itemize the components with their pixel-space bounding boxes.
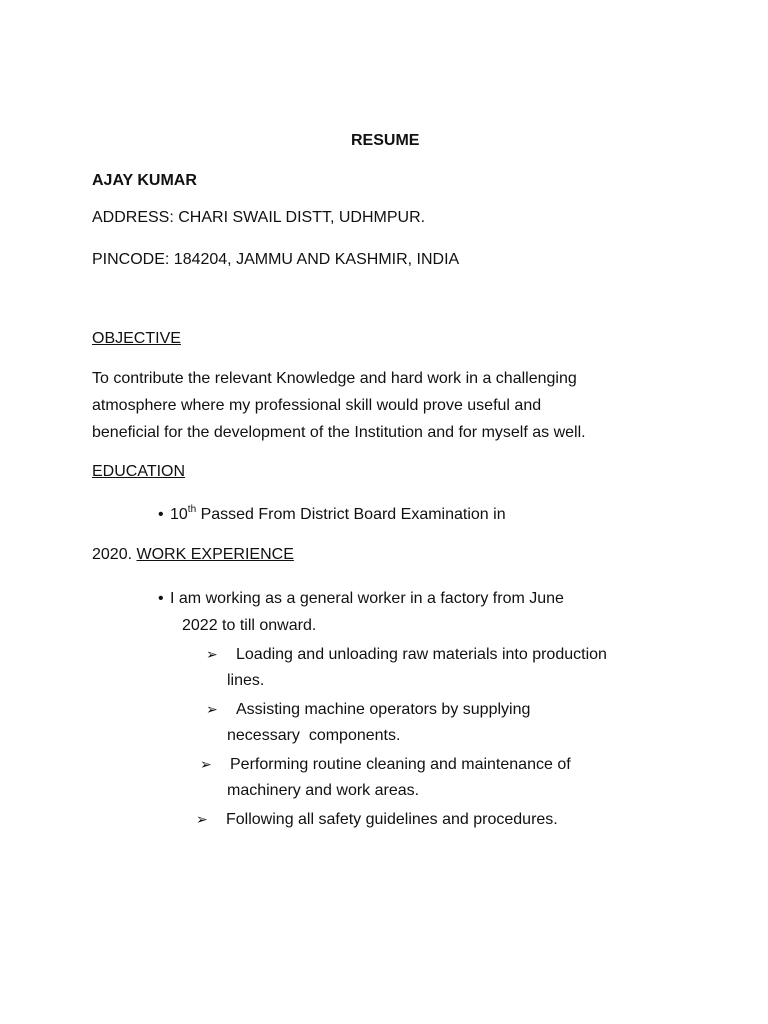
pincode-line: PINCODE: 184204, JAMMU AND KASHMIR, INDIA (92, 251, 460, 268)
education-item-superscript: th (187, 504, 197, 515)
task-item (200, 754, 571, 775)
task-line: lines. (227, 672, 265, 689)
arrow-bullet-icon: ➢ (206, 701, 218, 717)
task-line: necessary components. (227, 727, 401, 744)
education-continuation: 2020. (92, 546, 133, 563)
work-intro-line: 2022 to till onward. (182, 617, 317, 634)
task-item (206, 699, 530, 720)
task-item (196, 809, 558, 830)
education-item (158, 505, 506, 525)
bullet-icon: • (158, 506, 164, 523)
education-item-text: Passed From District Board Examination in (196, 506, 506, 523)
work-intro (158, 589, 564, 609)
arrow-bullet-icon: ➢ (196, 811, 208, 827)
address-line: ADDRESS: CHARI SWAIL DISTT, UDHMPUR. (92, 209, 426, 226)
task-line: Performing routine cleaning and maintenance of (230, 756, 571, 773)
bullet-icon: • (158, 590, 164, 607)
education-heading: EDUCATION (92, 463, 186, 480)
task-item (206, 644, 607, 665)
objective-line: beneficial for the development of the Institution and for myself as well. (92, 424, 586, 441)
resume-title: RESUME (351, 132, 420, 149)
objective-heading: OBJECTIVE (92, 330, 181, 347)
arrow-bullet-icon: ➢ (206, 646, 218, 662)
arrow-bullet-icon: ➢ (200, 756, 212, 772)
task-line: Following all safety guidelines and procedures. (226, 811, 558, 828)
applicant-name: AJAY KUMAR (92, 172, 197, 189)
education-continuation-row (92, 545, 294, 565)
objective-line: To contribute the relevant Knowledge and hard work in a challenging (92, 370, 577, 387)
education-item-number: 10 (170, 506, 188, 523)
work-intro-line: I am working as a general worker in a factory from June (170, 590, 564, 607)
task-line: Assisting machine operators by supplying (236, 701, 531, 718)
objective-line: atmosphere where my professional skill would prove useful and (92, 397, 542, 414)
work-heading: WORK EXPERIENCE (136, 546, 294, 563)
task-line: Loading and unloading raw materials into production (236, 646, 607, 663)
task-line: machinery and work areas. (227, 782, 420, 799)
